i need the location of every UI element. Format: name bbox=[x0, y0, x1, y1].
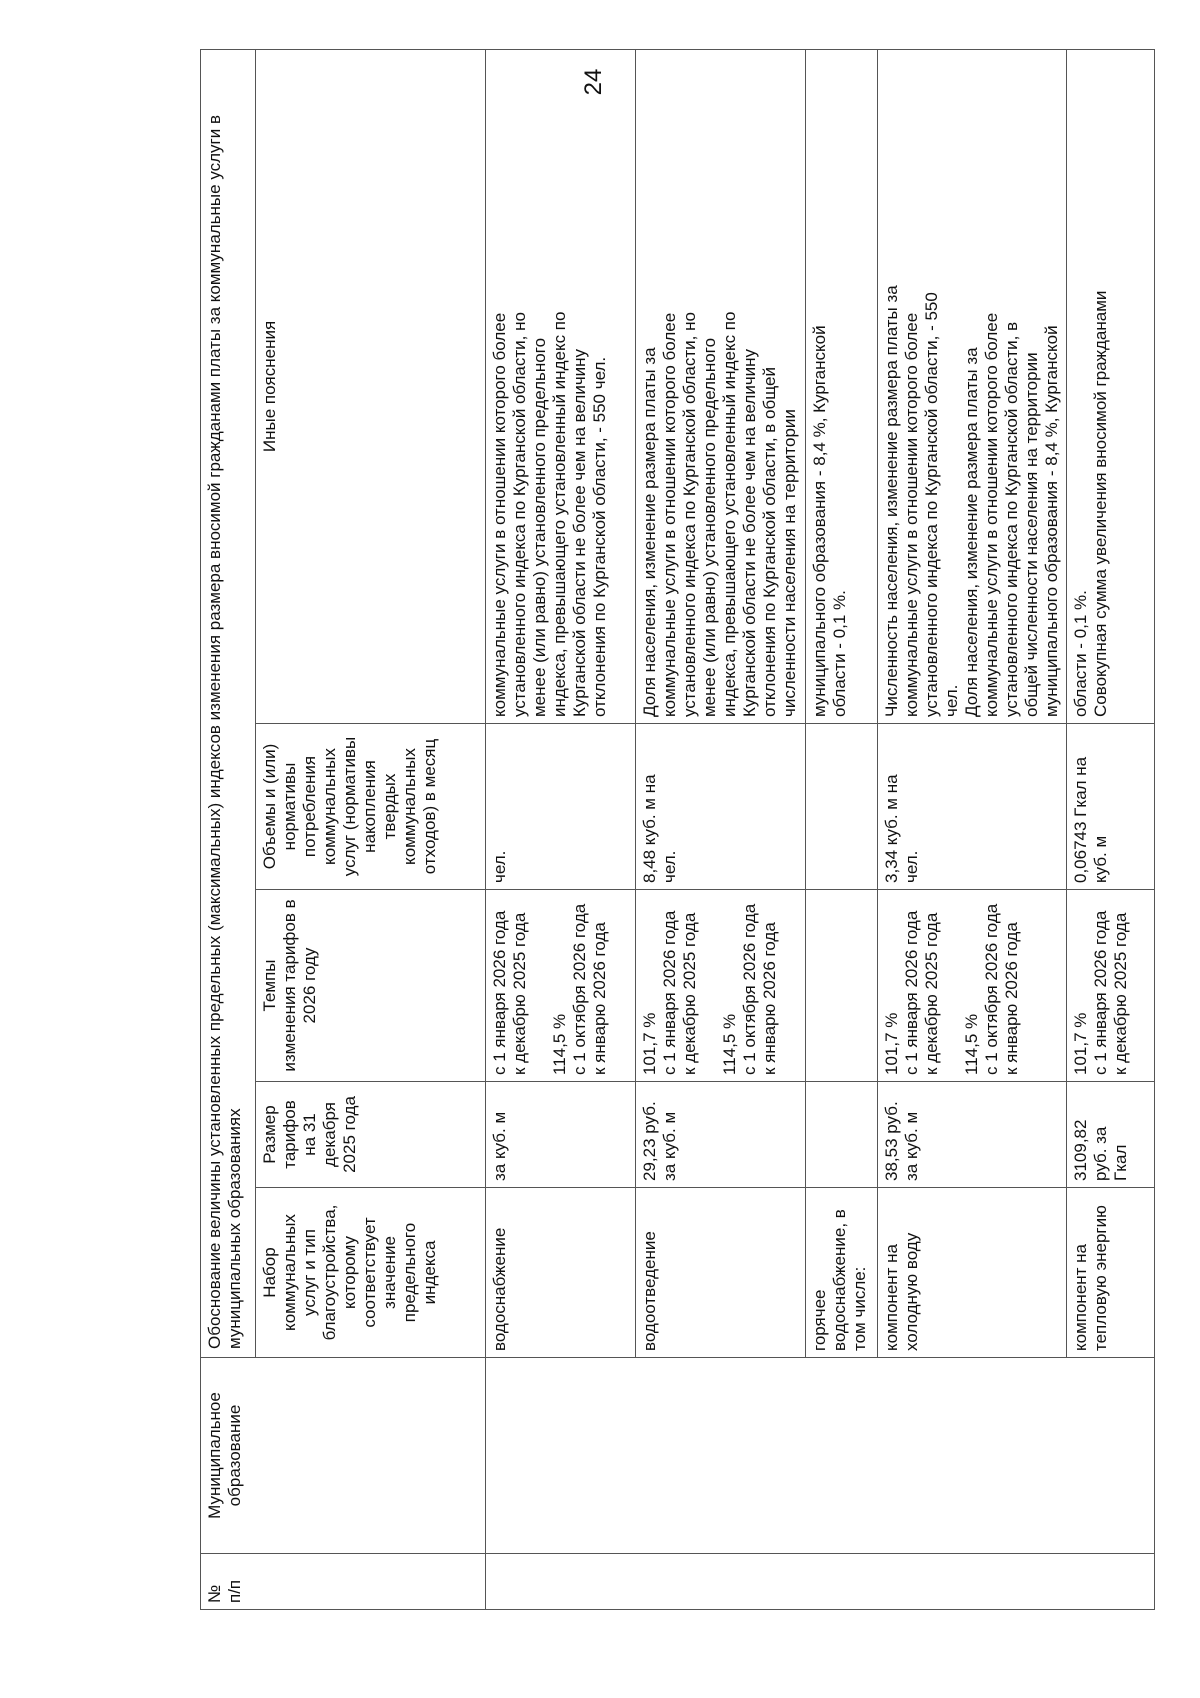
rate-cell: 101,7 % с 1 января 2026 года к декабрю 2025 года 114,5 % с 1 октября 2026 года к январю 2026 года bbox=[636, 890, 806, 1082]
rate-cell bbox=[806, 890, 878, 1082]
municipality-cell bbox=[486, 1358, 1155, 1554]
notes-cell: Численность населения, изменение размера платы за коммунальные услуги в отношении которого более установленного индекса по Курганской области, - 550 чел. Доля населения, изменение размера платы за коммунальные услуги в отношении которого более установленного индекса по Курганской области, в общей численности населения на территории муниципального образования - 8,4 %, Курганской bbox=[878, 49, 1067, 723]
rotated-table-container bbox=[200, 50, 1155, 1610]
volume-cell: 0,06743 Гкал на куб. м bbox=[1067, 724, 1155, 890]
service-cell: горячее водоснабжение, в том числе: bbox=[806, 1188, 878, 1358]
tariff-cell: 38,53 руб. за куб. м bbox=[878, 1082, 1067, 1188]
notes-cell: муниципального образования - 8,4 %, Курганской области - 0,1 %. bbox=[806, 49, 878, 723]
notes-cell: Доля населения, изменение размера платы за коммунальные услуги в отношении которого более установленного индекса по Курганской области, но менее (или равно) установленного предельного индекса, превышающего установленный индекс по Курганской области не более чем на величину отклонения по Курганской области, в общей численности населения на территории bbox=[636, 49, 806, 723]
tariff-cell: 29,23 руб. за куб. м bbox=[636, 1082, 806, 1188]
rate-cell: с 1 января 2026 года к декабрю 2025 года 114,5 % с 1 октября 2026 года к январю 2026 года bbox=[486, 890, 636, 1082]
col-volume-header: Объемы и (или) нормативы потребления коммунальных услуг (нормативы накопления твердых коммунальных отходов) в месяц bbox=[256, 724, 486, 890]
tariff-cell bbox=[806, 1082, 878, 1188]
service-cell: водоснабжение bbox=[486, 1188, 636, 1358]
volume-cell bbox=[806, 724, 878, 890]
volume-cell: чел. bbox=[486, 724, 636, 890]
volume-cell: 8,48 куб. м на чел. bbox=[636, 724, 806, 890]
service-cell: компонент на тепловую энергию bbox=[1067, 1188, 1155, 1358]
col-notes-header: Иные пояснения bbox=[256, 49, 486, 723]
col-rate-header: Темпы изменения тарифов в 2026 году bbox=[256, 890, 486, 1082]
service-cell: водоотведение bbox=[636, 1188, 806, 1358]
rate-cell: 101,7 % с 1 января 2026 года к декабрю 2025 года 114,5 % с 1 октября 2026 года к январю 2026 года bbox=[878, 890, 1067, 1082]
rate-cell: 101,7 % с 1 января 2026 года к декабрю 2025 года bbox=[1067, 890, 1155, 1082]
col-services-header: Набор коммунальных услуг и тип благоустройства, которому соответствует значение предельного индекса bbox=[256, 1188, 486, 1358]
page-number: 24 bbox=[580, 68, 607, 96]
row-number-cell bbox=[486, 1554, 1155, 1610]
notes-cell: области - 0,1 %. Совокупная сумма увеличения вносимой гражданами bbox=[1067, 49, 1155, 723]
table-row bbox=[486, 49, 636, 1609]
notes-cell: коммунальные услуги в отношении которого более установленного индекса по Курганской области, но менее (или равно) установленного предельного индекса, превышающего установленный индекс по Курганской области не более чем на величину отклонения по Курганской области, - 550 чел. bbox=[486, 49, 636, 723]
col-municipality-header: Муниципальное образование bbox=[201, 1358, 486, 1554]
service-cell: компонент на холодную воду bbox=[878, 1188, 1067, 1358]
index-justification-table bbox=[200, 49, 1155, 1610]
col-number-header: № п/п bbox=[201, 1554, 486, 1610]
col-tariff-header: Размер тарифов на 31 декабря 2025 года bbox=[256, 1082, 486, 1188]
tariff-cell: 3109,82 руб. за Гкал bbox=[1067, 1082, 1155, 1188]
table-title: Обоснование величины установленных предельных (максимальных) индексов изменения размера вносимой гражданами платы за коммунальные услуги в муниципальных образованиях bbox=[201, 49, 256, 1357]
volume-cell: 3,34 куб. м на чел. bbox=[878, 724, 1067, 890]
tariff-cell: за куб. м bbox=[486, 1082, 636, 1188]
